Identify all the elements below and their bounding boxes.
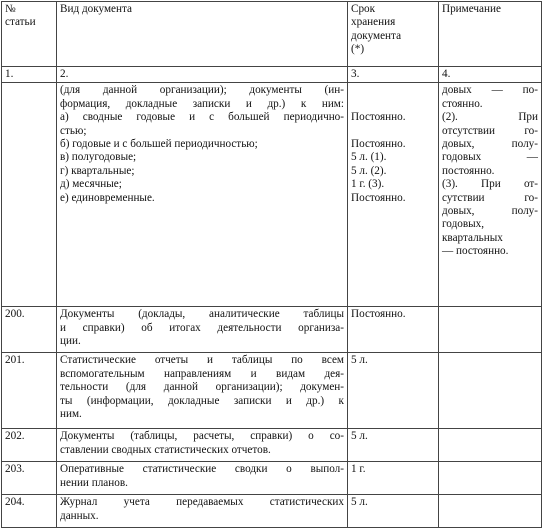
- table-row: [2, 429, 542, 462]
- table-row: [2, 462, 542, 495]
- table-row: [2, 307, 542, 353]
- note: [439, 495, 542, 528]
- note: [439, 353, 542, 429]
- header-document-type: Вид документа: [57, 2, 348, 67]
- article-number: 200.: [2, 307, 57, 353]
- document-retention-table: [1, 1, 542, 528]
- retention-term: 5 л.: [348, 429, 439, 462]
- table-row: [2, 353, 542, 429]
- document-type: Статистические отчеты и таблицы по всем вспомогательным направлениям и видам дея- тельности (для данной организации); докумен- ты (информации, докладные записки и др.) к ним.: [57, 353, 348, 429]
- document-type: Оперативные статистические сводки о выпол- нении планов.: [57, 462, 348, 495]
- table-row: [2, 495, 542, 528]
- header-retention-term: Срок хранения документа (*): [348, 2, 439, 67]
- retention-term: 5 л.: [348, 353, 439, 429]
- document-type: Журнал учета передаваемых статистических данных.: [57, 495, 348, 528]
- column-numbering-row: [2, 67, 542, 83]
- retention-term: 5 л.: [348, 495, 439, 528]
- header-note: Примечание: [439, 2, 542, 67]
- article-number: 201.: [2, 353, 57, 429]
- column-number-1: 1.: [2, 67, 57, 83]
- note: [439, 462, 542, 495]
- header-row: [2, 2, 542, 67]
- article-number: 203.: [2, 462, 57, 495]
- header-article-number: № статьи: [2, 2, 57, 67]
- note: довых — по- стоянно. (2). При отсутствии го- довых, полу- годовых — постоянно. (3). При от- сутствии го- довых, полу- годовых, квартальных — постоянно.: [439, 83, 542, 307]
- table-row: [2, 83, 542, 307]
- article-number: 204.: [2, 495, 57, 528]
- document-type: (для данной организации); документы (ин- формация, докладные записки и др.) к ним: а) сводные годовые и с большей периодично- стью; б) годовые и с большей периодичностью; в) полугодовые; г) квартальные; д) месячные; е) единовременные.: [57, 83, 348, 307]
- retention-term: 1 г.: [348, 462, 439, 495]
- column-number-3: 3.: [348, 67, 439, 83]
- note: [439, 429, 542, 462]
- article-number: [2, 83, 57, 307]
- retention-term: Постоянно.: [348, 307, 439, 353]
- article-number: 202.: [2, 429, 57, 462]
- column-number-2: 2.: [57, 67, 348, 83]
- document-type: Документы (доклады, аналитические таблицы и справки) об итогах деятельности организа- ции.: [57, 307, 348, 353]
- note: [439, 307, 542, 353]
- retention-term: Постоянно. Постоянно. 5 л. (1). 5 л. (2). 1 г. (3). Постоянно.: [348, 83, 439, 307]
- column-number-4: 4.: [439, 67, 542, 83]
- document-type: Документы (таблицы, расчеты, справки) о со- ставлении сводных статистических отчетов.: [57, 429, 348, 462]
